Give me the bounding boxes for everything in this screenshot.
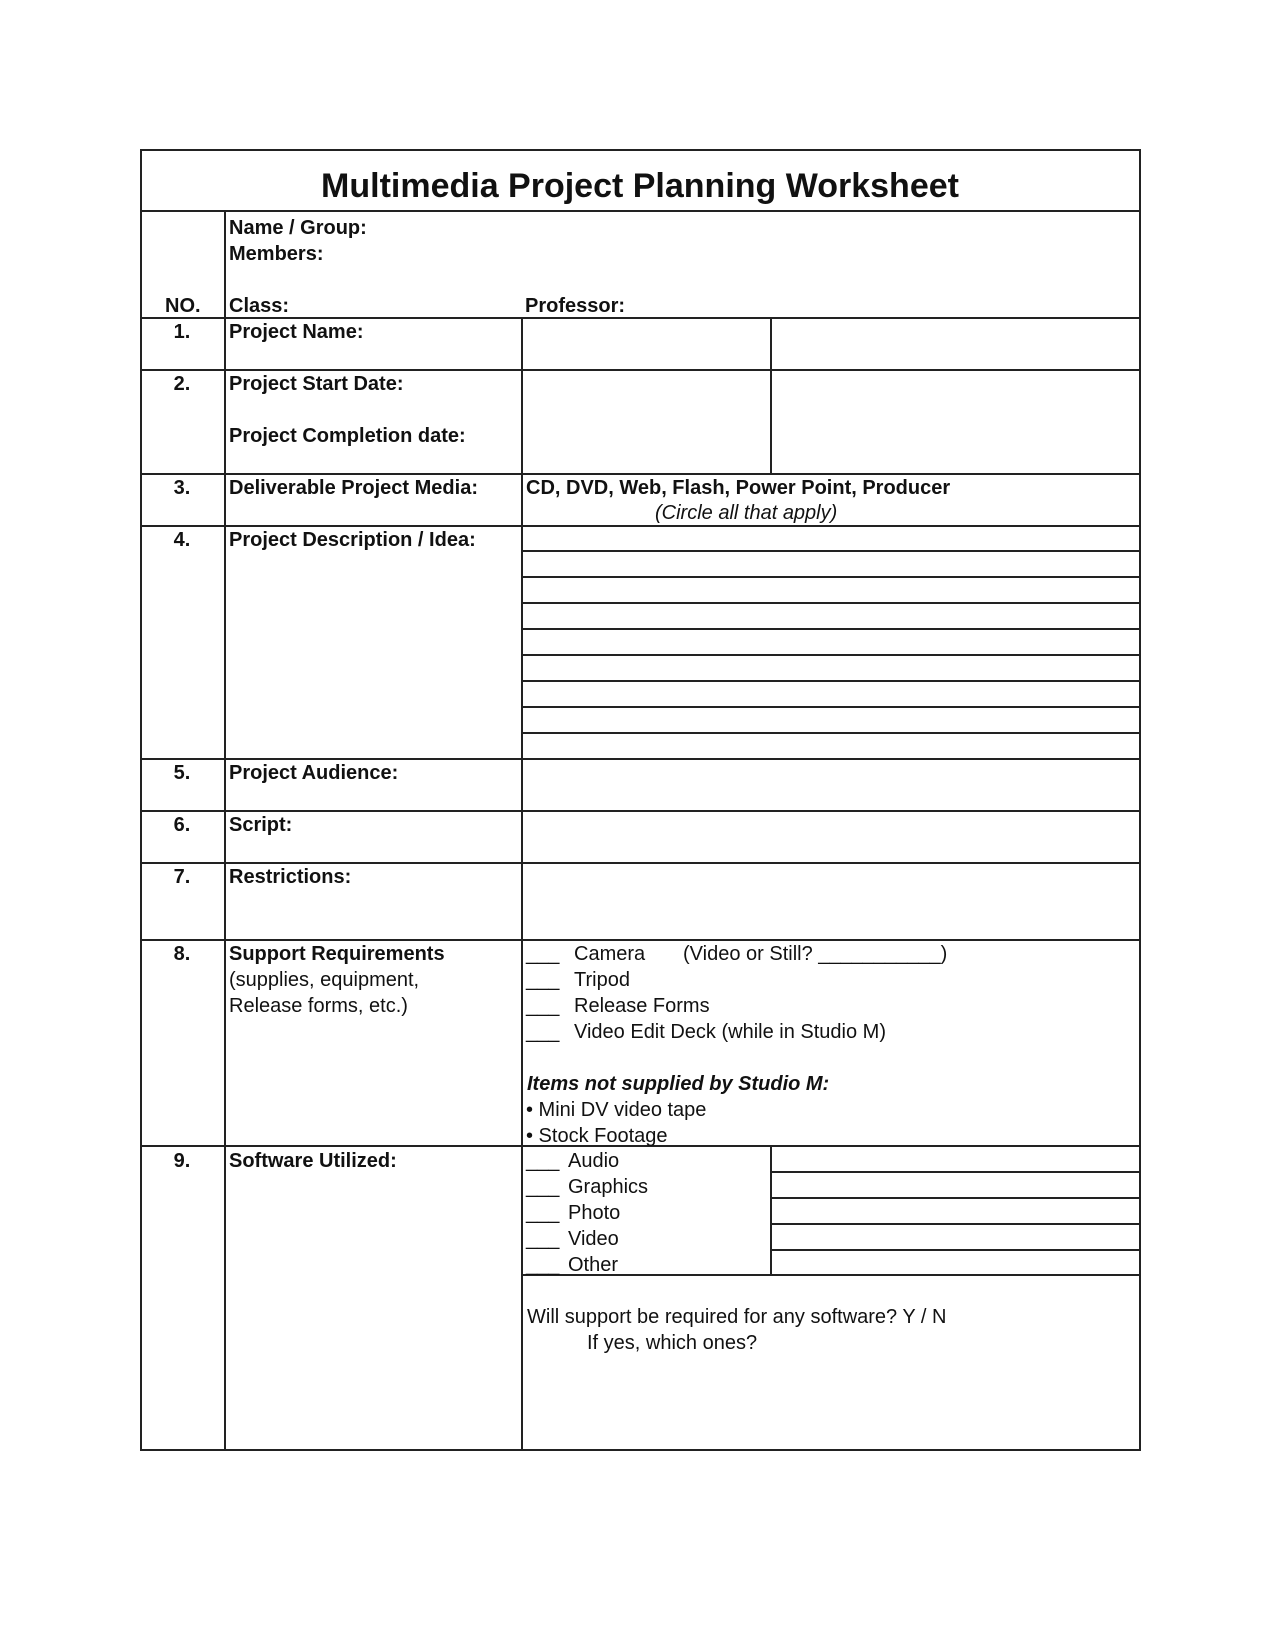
- completion-date-label: Project Completion date:: [229, 425, 466, 447]
- start-date-label: Project Start Date:: [229, 373, 404, 395]
- restrictions-label: Restrictions:: [229, 866, 352, 888]
- rule-row7: [140, 939, 1141, 941]
- description-line: [522, 628, 1141, 630]
- audience-label: Project Audience:: [229, 762, 399, 784]
- checkbox-blank: ___: [526, 969, 560, 991]
- checkbox-blank: ___: [526, 1176, 560, 1198]
- software-line: [771, 1223, 1141, 1225]
- checkbox-blank: ___: [526, 1150, 560, 1172]
- row-number: 5.: [173, 762, 191, 784]
- software-line: [771, 1197, 1141, 1199]
- row-number: 1.: [173, 321, 191, 343]
- row-number: 8.: [173, 943, 191, 965]
- support-item: Tripod: [574, 969, 630, 991]
- border-right: [1139, 149, 1141, 1451]
- border-bottom: [140, 1449, 1141, 1451]
- description-line: [522, 732, 1141, 734]
- row-number: 6.: [173, 814, 191, 836]
- software-item: Audio: [568, 1150, 620, 1172]
- support-item: Release Forms: [574, 995, 710, 1017]
- rule-row2: [140, 473, 1141, 475]
- checkbox-blank: ___: [526, 1228, 560, 1250]
- checkbox-blank: ___: [526, 1021, 560, 1043]
- not-supplied-item: • Mini DV video tape: [526, 1099, 707, 1121]
- camera-type-note: (Video or Still? ___________): [683, 943, 948, 965]
- software-item: Other: [568, 1254, 619, 1276]
- checkbox-blank: ___: [526, 1202, 560, 1224]
- checkbox-blank: ___: [526, 995, 560, 1017]
- description-line: [522, 680, 1141, 682]
- script-label: Script:: [229, 814, 293, 836]
- row-number: 7.: [173, 866, 191, 888]
- no-column-header: NO.: [165, 295, 201, 317]
- rule-row3: [140, 525, 1141, 527]
- rule-header: [140, 317, 1141, 319]
- rule-row4: [140, 758, 1141, 760]
- description-line: [522, 654, 1141, 656]
- rule-title: [140, 210, 1141, 212]
- description-line: [522, 550, 1141, 552]
- checkbox-blank: ___: [526, 943, 560, 965]
- software-line: [771, 1145, 1141, 1147]
- row-number: 2.: [173, 373, 191, 395]
- circle-note: (Circle all that apply): [655, 502, 838, 524]
- row-number: 3.: [173, 477, 191, 499]
- checkbox-blank: ___: [526, 1254, 560, 1276]
- description-line: [522, 706, 1141, 708]
- media-options: CD, DVD, Web, Flash, Power Point, Producer: [526, 477, 951, 499]
- rule-row1: [140, 369, 1141, 371]
- row-number: 4.: [173, 529, 191, 551]
- col-divider-split: [770, 317, 772, 475]
- border-left: [140, 149, 142, 1451]
- description-line: [522, 576, 1141, 578]
- software-item: Graphics: [568, 1176, 649, 1198]
- software-support-followup: If yes, which ones?: [587, 1332, 758, 1354]
- software-line: [771, 1249, 1141, 1251]
- software-support-question: Will support be required for any software? Y / N: [527, 1306, 947, 1328]
- support-item: Camera: [574, 943, 646, 965]
- professor-label: Professor:: [525, 295, 626, 317]
- border-top: [140, 149, 1141, 151]
- description-line: [522, 602, 1141, 604]
- support-sub-label: Release forms, etc.): [229, 995, 408, 1017]
- software-item: Photo: [568, 1202, 621, 1224]
- col-divider-label: [521, 317, 523, 1451]
- page-title: Multimedia Project Planning Worksheet: [321, 167, 959, 205]
- col-divider-number: [224, 210, 226, 1451]
- software-item: Video: [568, 1228, 619, 1250]
- rule-row6: [140, 862, 1141, 864]
- project-name-label: Project Name:: [229, 321, 364, 343]
- support-requirements-label: Support Requirements: [229, 943, 445, 965]
- software-label: Software Utilized:: [229, 1150, 397, 1172]
- class-label: Class:: [229, 295, 290, 317]
- description-label: Project Description / Idea:: [229, 529, 476, 551]
- not-supplied-item: • Stock Footage: [526, 1125, 668, 1147]
- row-number: 9.: [173, 1150, 191, 1172]
- support-item: Video Edit Deck (while in Studio M): [574, 1021, 886, 1043]
- rule-row5: [140, 810, 1141, 812]
- support-sub-label: (supplies, equipment,: [229, 969, 420, 991]
- col-divider-split: [770, 1145, 772, 1276]
- deliverable-media-label: Deliverable Project Media:: [229, 477, 478, 499]
- software-line: [771, 1171, 1141, 1173]
- not-supplied-heading: Items not supplied by Studio M:: [527, 1073, 830, 1095]
- name-group-label: Name / Group:: [229, 217, 367, 239]
- members-label: Members:: [229, 243, 324, 265]
